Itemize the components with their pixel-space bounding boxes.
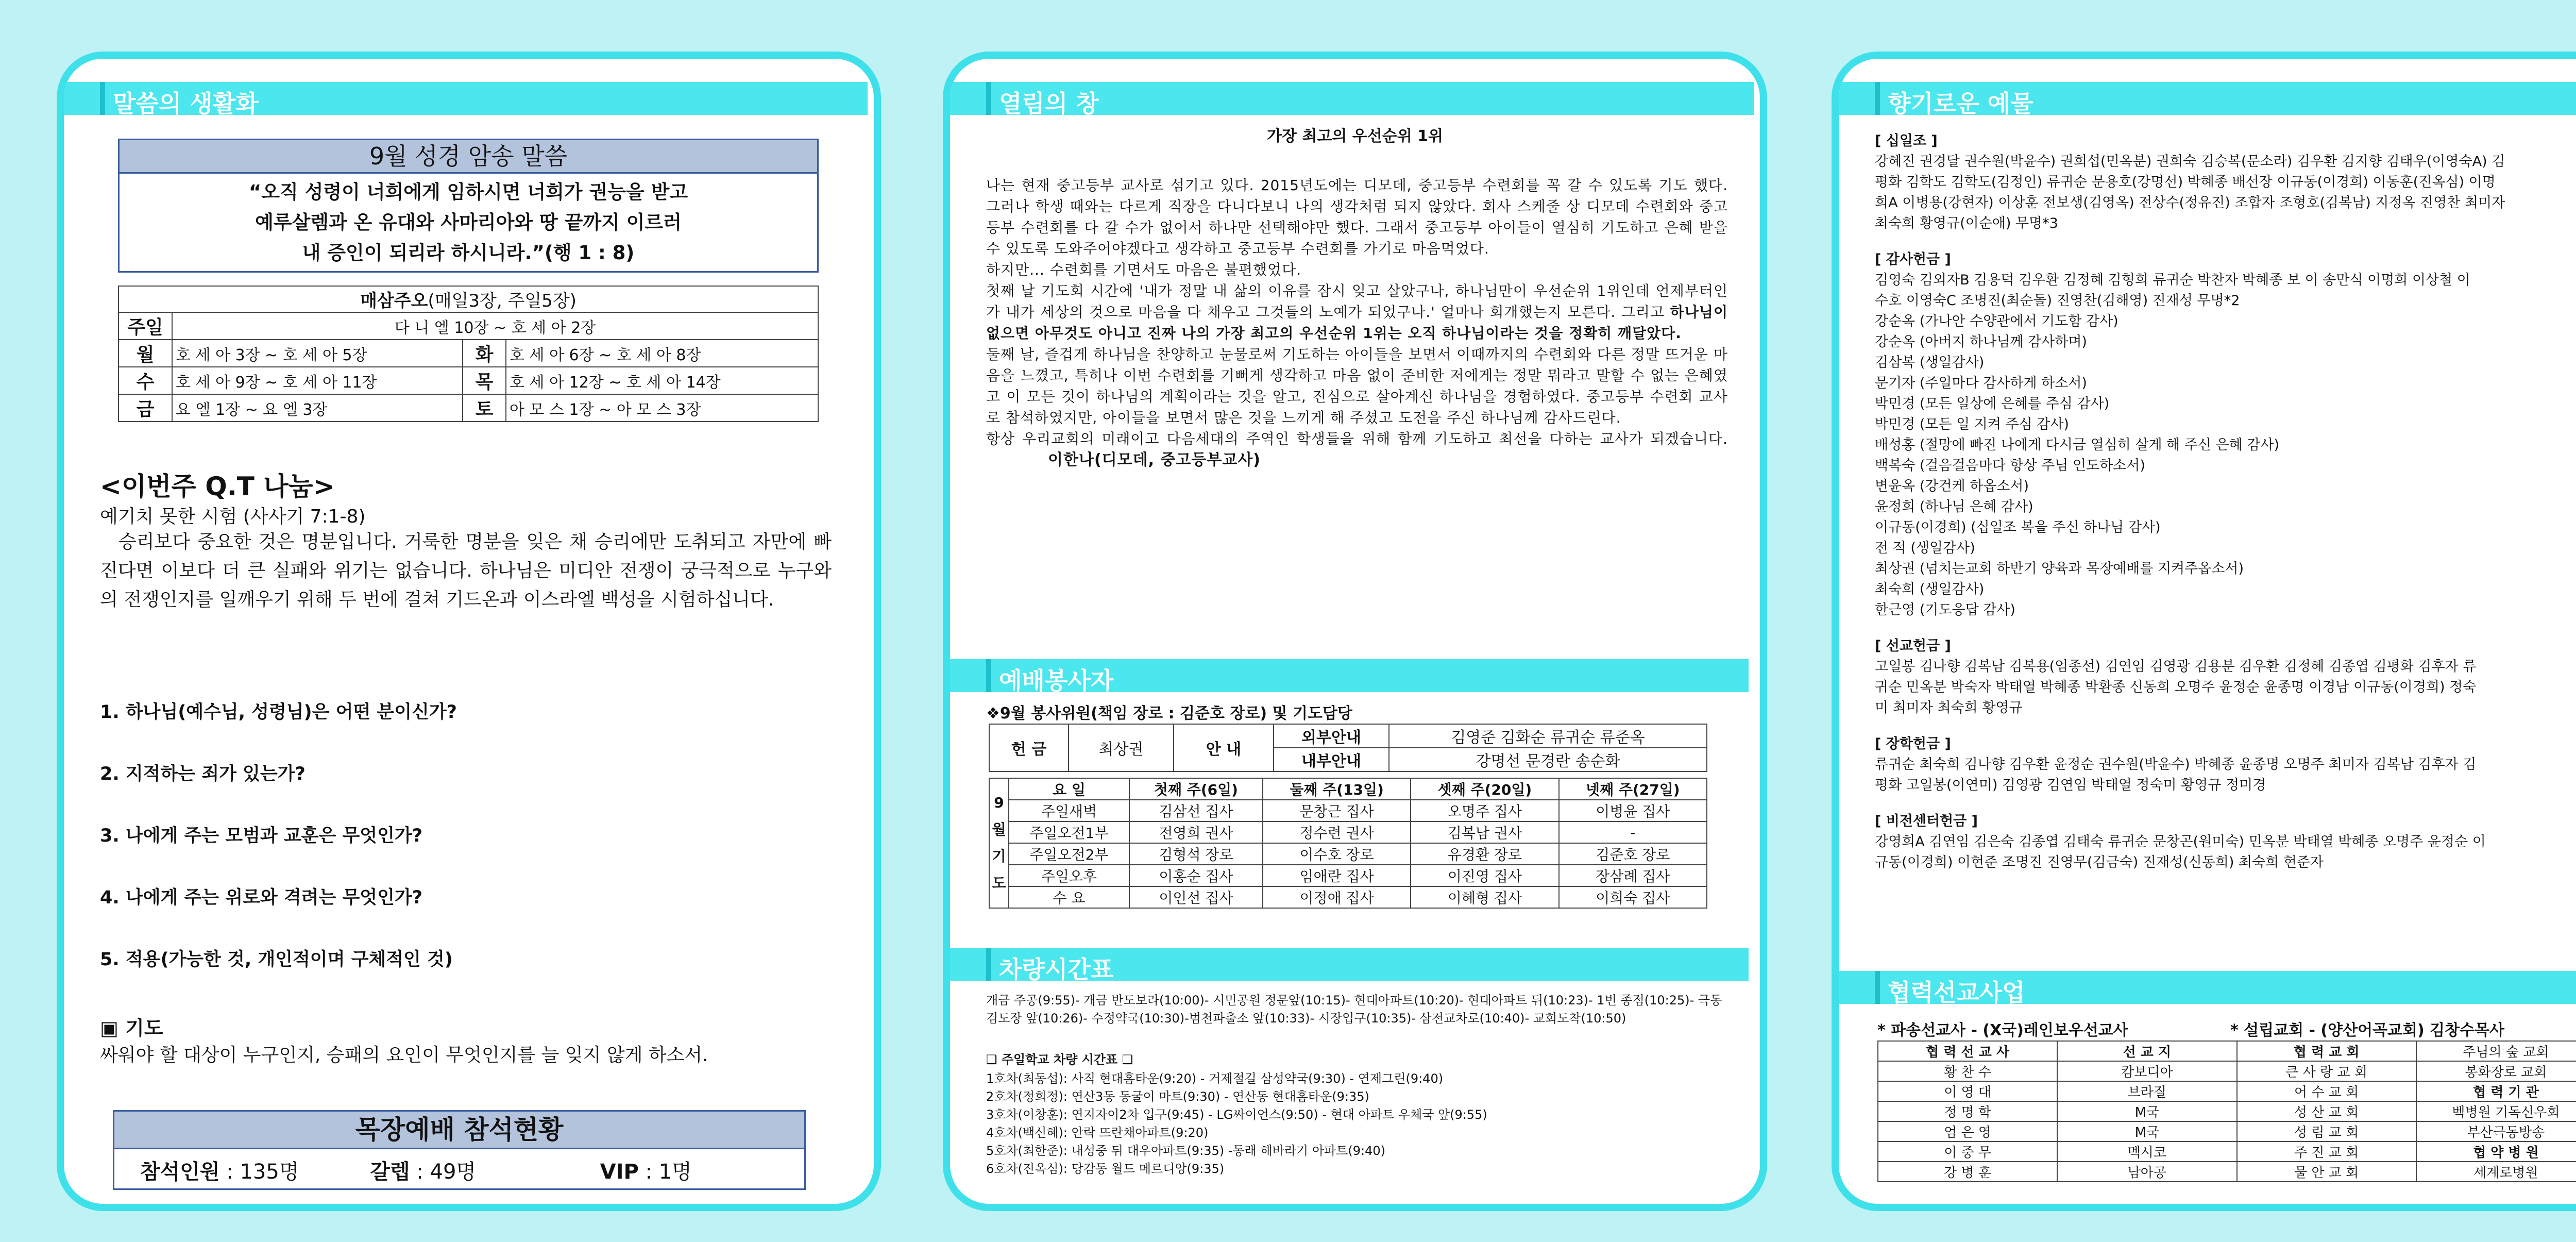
offering-line: 미 최미자 최숙희 황영규 [1875, 700, 2023, 716]
mission-table [1877, 1040, 2576, 1182]
essay-body [986, 175, 1728, 471]
offering-line: 김삼복 (생일감사) [1875, 355, 1985, 371]
table-cell: 황 찬 수 [1878, 1061, 2057, 1081]
verse-line: “오직 성령이 너희에게 임하시면 너희가 권능을 받고 [248, 181, 688, 203]
section-header [950, 82, 1754, 118]
qt-question: 5. 적용(가능한 것, 개인적이며 구체적인 것) [100, 949, 453, 970]
offering-line: 희A 이병용(강현자) 이상훈 전보생(김영옥) 전상수(정유진) 조합자 조형호(김복남) 지정옥 진영찬 최미자 [1875, 195, 2505, 211]
table-cell: 봉화장로 교회 [2416, 1061, 2576, 1081]
reading-plan-table [118, 286, 819, 422]
offering-category: [ 비전센터헌금 ] [1875, 813, 1978, 829]
offering-line: 귀순 민옥분 박숙자 박태열 박혜종 박환종 신동희 오명주 윤정순 윤종명 이경남 이규동(이경희) 정숙 [1875, 679, 2477, 695]
table-cell: 김복남 권사 [1411, 821, 1558, 843]
offering-label: 헌 금 [989, 724, 1069, 771]
offering-line: 변윤옥 (강건케 하옵소서) [1875, 478, 2029, 494]
table-row [989, 843, 1707, 865]
reading-range: 호 세 아 12장 ~ 호 세 아 14장 [506, 367, 818, 394]
table-cell: 세계로병원 [2416, 1162, 2576, 1182]
offering-category: [ 선교헌금 ] [1875, 638, 1951, 654]
prayer-side-label: 9 월 기 도 [989, 778, 1009, 908]
service-name: 주일오전1부 [1009, 821, 1129, 843]
panel-word-life [57, 52, 881, 1211]
guide-outside-label: 외부안내 [1274, 724, 1389, 748]
offering-line: 강순옥 (아버지 하나님께 감사하며) [1875, 334, 2087, 350]
qt-question: 1. 하나님(예수님, 성령님)은 어떤 분이신가? [100, 702, 457, 723]
table-cell: 정 명 학 [1878, 1101, 2057, 1121]
offering-line: 최숙희 황영규(이순애) 무명*3 [1875, 215, 2058, 231]
table-cell: 전영희 권사 [1129, 821, 1263, 843]
reading-range: 다 니 엘 10장 ~ 호 세 아 2장 [172, 312, 818, 340]
day-label: 금 [118, 394, 172, 422]
table-cell: 정수련 권사 [1263, 821, 1411, 843]
table-cell: 주님의 숲 교회 [2416, 1041, 2576, 1061]
school-bus-title: ❏ 주일학교 차량 시간표 ❏ [986, 1052, 1133, 1067]
table-cell: 이희숙 집사 [1559, 886, 1707, 908]
guide-inside-label: 내부안내 [1274, 748, 1389, 771]
table-cell: 협 약 병 원 [2416, 1142, 2576, 1162]
attendance-stats [114, 1149, 804, 1190]
essay-paragraph: 하지만... 수련회를 기면서도 마음은 불편했었다. [986, 261, 1302, 278]
table-cell: 문창근 집사 [1263, 800, 1411, 821]
offering-line: 최상권 (넘치는교회 하반기 양육과 목장예배를 지켜주옵소서) [1875, 561, 2244, 577]
table-cell: 이 중 무 [1878, 1142, 2057, 1162]
table-cell: 물 안 교 회 [2237, 1162, 2416, 1182]
offering-line: 박민경 (모든 일 지켜 주심 감사) [1875, 416, 2069, 432]
bus-line: 6호차(진옥심): 당감동 월드 메르디앙(9:35) [986, 1162, 1225, 1176]
service-name: 주일새벽 [1009, 800, 1129, 821]
prayer-duty-table [989, 778, 1707, 909]
panel-offerings [1832, 52, 2576, 1211]
table-cell: 이인선 집사 [1129, 886, 1263, 908]
table-cell: 이홍순 집사 [1129, 865, 1263, 886]
offering-line: 윤정희 (하나님 은혜 감사) [1875, 499, 2033, 515]
bus-line: 1호차(최동섭): 사직 현대홈타운(9:20) - 거제절길 삼성약국(9:30) - 연제그린(9:40) [986, 1071, 1444, 1086]
bus-line: 2호차(정희정): 연산3동 동굴이 마트(9:30) - 연산동 현대홈타운(9:35) [986, 1089, 1369, 1104]
offering-line: 배성홍 (절망에 빠진 나에게 다시금 열심히 살게 해 주신 은혜 감사) [1875, 437, 2280, 453]
offering-line: 류귀순 최숙희 김나향 김우환 윤정순 권수원(박윤수) 박혜종 윤종명 오명주 최미자 김복남 김후자 김 [1875, 757, 2477, 773]
reading-range: 호 세 아 9장 ~ 호 세 아 11장 [172, 367, 463, 394]
offering-line: 수호 이영숙C 조명진(최순돌) 진영찬(김해영) 진재성 무명*2 [1875, 293, 2240, 309]
column-header: 셋째 주(20일) [1411, 778, 1558, 800]
reading-plan-title: 매삼주오(매일3장, 주일5장) [118, 286, 818, 312]
column-header: 첫째 주(6일) [1129, 778, 1263, 800]
column-header: 선 교 지 [2057, 1041, 2236, 1061]
offering-line: 문기자 (주일마다 감사하게 하소서) [1875, 375, 2087, 391]
offering-line: 김영숙 김외자B 김용덕 김우환 김정혜 김형희 류귀순 박찬자 박혜종 보 이 송만식 이명희 이상철 이 [1875, 272, 2470, 288]
header-bar [1875, 82, 1880, 115]
verse-line: 예루살렘과 온 유대와 사마리아와 땅 끝까지 이르러 [255, 211, 682, 233]
table-cell: 캄보디아 [2057, 1061, 2236, 1081]
offering-line: 백복숙 (걸음걸음마다 항상 주님 인도하소서) [1875, 458, 2145, 474]
table-cell: 오명주 집사 [1411, 800, 1558, 821]
table-cell: 김형석 장로 [1129, 843, 1263, 865]
offering-line: 한근영 (기도응답 감사) [1875, 602, 2015, 618]
table-row [1878, 1162, 2576, 1182]
essay-signature: 이한나(디모데, 중고등부교사) [1048, 451, 1261, 469]
guide-inside-names: 강명선 문경란 송순화 [1389, 748, 1707, 771]
section-title: 예배봉사자 [999, 667, 1114, 695]
table-cell: 협 력 기 관 [2416, 1081, 2576, 1101]
column-header: 넷째 주(27일) [1559, 778, 1707, 800]
table-cell: 장삼례 집사 [1559, 865, 1707, 886]
column-header: 협 력 선 교 사 [1878, 1041, 2057, 1061]
table-cell: 임애란 집사 [1263, 865, 1411, 886]
verse-line: 내 증인이 되리라 하시니라.”(행 1 : 8) [302, 242, 635, 264]
table-cell: 벡병원 기독신우회 [2416, 1101, 2576, 1121]
service-name: 주일오전2부 [1009, 843, 1129, 865]
prayer-title: ▣ 기도 [100, 1017, 163, 1039]
header-bar [986, 82, 991, 115]
guide-outside-names: 김영준 김화순 류귀순 류준옥 [1389, 724, 1707, 748]
table-row [989, 800, 1707, 821]
table-cell: M국 [2057, 1121, 2236, 1142]
header-bar [1875, 971, 1880, 1004]
column-header: 요 일 [1009, 778, 1129, 800]
header-bar [986, 948, 991, 981]
memory-verse-title: 9월 성경 암송 말씀 [120, 140, 817, 174]
attendance-box [113, 1110, 806, 1190]
table-cell: 이진영 집사 [1411, 865, 1558, 886]
section-header [1839, 971, 2576, 1004]
table-cell: 멕시코 [2057, 1142, 2236, 1162]
table-cell: 유경환 장로 [1411, 843, 1558, 865]
offering-name: 최상권 [1069, 724, 1174, 771]
table-row [1878, 1101, 2576, 1121]
bus-line: 4호차(백신혜): 안락 뜨란채아파트(9:20) [986, 1126, 1209, 1140]
section-title: 말씀의 생활화 [113, 90, 259, 118]
column-header: 협 력 교 회 [2237, 1041, 2416, 1061]
day-label: 화 [463, 340, 506, 367]
essay-paragraph: 항상 우리교회의 미래이고 다음세대의 주역인 학생들을 위해 함께 기도하고 최선을 다하는 교사가 되겠습니다. 이한나(디모데, 중고등부교사) [986, 430, 1728, 469]
table-cell: 성 림 교 회 [2237, 1121, 2416, 1142]
offering-line: 규동(이경희) 이현준 조명진 진영무(김금숙) 진재성(신동희) 최숙희 현준자 [1875, 854, 2324, 870]
day-label: 토 [463, 394, 506, 422]
section-title: 향기로운 예물 [1888, 90, 2033, 118]
bus-schedule-main: 개금 주공(9:55)- 개금 반도보라(10:00)- 시민공원 정문앞(10:15)- 현대아파트(10:20)- 현대아파트 뒤(10:23)- 1번 종점(10:25)- 극동검도장 앞(10:26)- 수정약국(10:30)-범천파출소 앞(10:33)- 시장입구(10:35)- 삼전교차로(10:40)- 교회도착(10:50) [986, 993, 1722, 1026]
section-title: 협력선교사업 [1888, 979, 2025, 1006]
attendance-total: 참석인원 : 135명 [140, 1160, 299, 1184]
offering-line: 고일봉 김나향 김복남 김복용(엄종선) 김연임 김영광 김용분 김우환 김정혜 김종엽 김평화 김후자 류 [1875, 659, 2477, 675]
qt-body: 승리보다 중요한 것은 명분입니다. 거룩한 명분을 잊은 채 승리에만 도취되고 자만에 빠진다면 이보다 더 큰 실패와 위기는 없습니다. 하나님은 미디안 전쟁이 궁극적으로 누구와의 전쟁인지를 일깨우기 위해 두 번에 걸쳐 기드온과 이스라엘 백성을 시험하십니다. [100, 531, 832, 610]
attendance-title: 목장예배 참석현황 [114, 1112, 804, 1149]
memory-verse-text [120, 174, 817, 268]
header-bar [986, 659, 991, 692]
table-cell: 부산극동방송 [2416, 1121, 2576, 1142]
table-cell: 브라질 [2057, 1081, 2236, 1101]
table-cell: M국 [2057, 1101, 2236, 1121]
table-cell: 엄 은 영 [1878, 1121, 2057, 1142]
guide-label: 안 내 [1174, 724, 1274, 771]
bus-line: 3호차(이창훈): 연지자이2차 입구(9:45) - LG싸이언스(9:50) - 현대 아파트 우체국 앞(9:55) [986, 1107, 1487, 1122]
section-header [1839, 82, 2576, 118]
table-cell: 김준호 장로 [1559, 843, 1707, 865]
attendance-vip: VIP : 1명 [600, 1160, 692, 1184]
table-cell: 성 산 교 회 [2237, 1101, 2416, 1121]
reading-range: 호 세 아 3장 ~ 호 세 아 5장 [172, 340, 463, 367]
prayer-body: 싸워야 할 대상이 누구인지, 승패의 요인이 무엇인지를 늘 잊지 않게 하소서. [100, 1045, 708, 1066]
offering-line: 강순옥 (가나안 수양관에서 기도함 감사) [1875, 313, 2119, 329]
table-cell: 큰 사 랑 교 회 [2237, 1061, 2416, 1081]
mission-sent: * 파송선교사 - (X국)레인보우선교사 [1877, 1021, 2128, 1039]
section-title: 차량시간표 [999, 955, 1114, 983]
offering-category: [ 십일조 ] [1875, 133, 1938, 149]
section-header [64, 82, 868, 118]
table-cell: 어 수 교 회 [2237, 1081, 2416, 1101]
table-row [989, 886, 1707, 908]
day-label: 주일 [118, 312, 172, 340]
section-title: 열림의 창 [999, 90, 1099, 118]
offering-list [1875, 126, 2576, 873]
essay-paragraph: 나는 현재 중고등부 교사로 섬기고 있다. 2015년도에는 디모데, 중고등부 수련회를 꼭 갈 수 있도록 기도 했다. 그러나 학생 때와는 다르게 직장을 다니다보니 나의 생각처럼 되지 않았다. 회사 스케줄 상 디모데 수련회와 중고등부 수련회를 다 갈 수가 없어서 하나만 선택해야만 했다. 그래서 중고등부 아이들이 열심히 기도하고 은혜 받을 수 있도록 도와주어야겠다고 생각하고 중고등부 수련회를 가기로 마음먹었다. [986, 177, 1728, 257]
table-cell: 김삼선 집사 [1129, 800, 1263, 821]
attendance-caleb: 갈렙 : 49명 [370, 1160, 477, 1184]
offering-line: 평화 고일봉(이연미) 김영광 김연임 박태열 정숙미 황영규 정미경 [1875, 777, 2266, 793]
offering-line: 강영희A 김연임 김은숙 김종엽 김태숙 류귀순 문창곤(원미숙) 민옥분 박태열 박혜종 오명주 윤정순 이 [1875, 834, 2486, 850]
table-row [1878, 1121, 2576, 1142]
section-header [950, 659, 1749, 695]
table-row [989, 865, 1707, 886]
qt-question: 4. 나에게 주는 위로와 격려는 무엇인가? [100, 887, 423, 908]
section-header [950, 948, 1749, 981]
table-cell: 강 병 훈 [1878, 1162, 2057, 1182]
table-row [1878, 1081, 2576, 1101]
column-header: 둘째 주(13일) [1263, 778, 1411, 800]
header-bar [100, 82, 105, 115]
service-name: 주일오후 [1009, 865, 1129, 886]
memory-verse-box [118, 139, 819, 273]
table-cell: 이혜형 집사 [1411, 886, 1558, 908]
reading-range: 요 엘 1장 ~ 요 엘 3장 [172, 394, 463, 422]
reading-range: 아 모 스 1장 ~ 아 모 스 3장 [506, 394, 818, 422]
table-cell: 이정애 집사 [1263, 886, 1411, 908]
bus-line: 5호차(최한준): 내성중 뒤 대우아파트(9:35) -동래 해바라기 아파트(9:40) [986, 1144, 1385, 1158]
day-label: 월 [118, 340, 172, 367]
table-cell: 이 영 대 [1878, 1081, 2057, 1101]
offering-line: 박민경 (모든 일상에 은혜를 주심 감사) [1875, 396, 2110, 412]
reading-range: 호 세 아 6장 ~ 호 세 아 8장 [506, 340, 818, 367]
table-cell: 이병윤 집사 [1559, 800, 1707, 821]
day-label: 수 [118, 367, 172, 394]
service-name: 수 요 [1009, 886, 1129, 908]
mission-planted-church: * 설립교회 - (양산어곡교회) 김창수목사 [2230, 1021, 2505, 1039]
table-row [1878, 1142, 2576, 1162]
offering-guide-table [989, 724, 1707, 772]
day-label: 목 [463, 367, 506, 394]
offering-line: 평화 김학도 김학도(김정인) 류귀순 문용호(강명선) 박혜종 배선장 이규동(이경희) 이동훈(진옥심) 이명 [1875, 174, 2496, 190]
table-cell: 남아공 [2057, 1162, 2236, 1182]
offering-line: 전 적 (생일감사) [1875, 540, 1975, 556]
offering-category: [ 장학헌금 ] [1875, 736, 1951, 752]
panel-open-window [943, 52, 1767, 1211]
offering-line: 최숙희 (생일감사) [1875, 581, 1985, 597]
table-row [1878, 1061, 2576, 1081]
volunteer-title: ❖9월 봉사위원(책임 장로 : 김준호 장로) 및 기도담당 [986, 704, 1352, 723]
table-cell: - [1559, 821, 1707, 843]
essay-paragraph: 첫째 날 기도회 시간에 '내가 정말 내 삶의 이유를 잠시 잊고 살았구나, 하나님만이 우선순위 1위인데 언제부터인가 내가 세상의 것으로 마음을 다 채우고 그것들의 노예가 되었구나.' 얼마나 회개했는지 모른다. 그리고 하나님이 없으면 아무것도 아니고 진짜 나의 가장 최고의 우선순위 1위는 오직 하나님이라는 것을 정확히 깨달았다. [986, 282, 1728, 342]
qt-title: <이번주 Q.T 나눔> [100, 472, 335, 501]
offering-category: [ 감사헌금 ] [1875, 251, 1951, 267]
qt-question: 3. 나에게 주는 모범과 교훈은 무엇인가? [100, 826, 423, 846]
essay-paragraph: 둘째 날, 즐겁게 하나님을 찬양하고 눈물로써 기도하는 아이들을 보면서 이때까지의 수련회와 다른 정말 뜨거운 마음을 느꼈고, 특히나 이번 수련회를 기뻐게 생각하고 마음 없이 준비한 저에게는 정말 뭐라고 말할 수 없는 은혜였고 이 모든 것이 하나님의 계획이라는 것을 알고, 진심으로 살아계신 하나님을 경험하였다. 중고등부 수련회 교사로 참석하였지만, 아이들을 보면서 많은 것을 느끼게 해 주셨고 도전을 주신 하나님께 감사드린다. [986, 346, 1728, 426]
offering-line: 강혜진 권경달 권수원(박윤수) 권희섭(민옥분) 권희숙 김승복(문소라) 김우환 김지향 김태우(이영숙A) 김 [1875, 154, 2505, 170]
school-bus-list [986, 1070, 1728, 1178]
qt-reference: 예기치 못한 시험 (사사기 7:1-8) [100, 506, 366, 527]
essay-title: 가장 최고의 우선순위 1위 [1266, 127, 1443, 145]
offering-line: 이규동(이경희) (십일조 복을 주신 하나님 감사) [1875, 519, 2161, 535]
table-cell: 주 진 교 회 [2237, 1142, 2416, 1162]
qt-question: 2. 지적하는 죄가 있는가? [100, 764, 306, 784]
table-row [989, 821, 1707, 843]
table-cell: 이수호 장로 [1263, 843, 1411, 865]
